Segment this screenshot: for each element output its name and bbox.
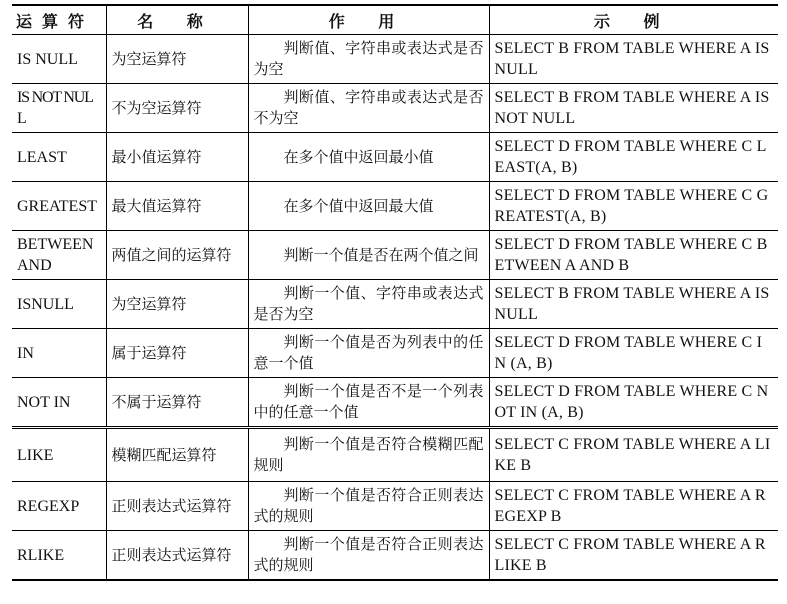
header-operator: 运算符 [12,5,106,35]
purpose-cell: 在多个值中返回最小值 [248,133,489,182]
name-cell: 两值之间的运算符 [106,231,248,280]
operator-cell: IS NOT NULL [12,84,106,133]
operator-cell: ISNULL [12,280,106,329]
name-cell: 正则表达式运算符 [106,531,248,581]
operator-cell: GREATEST [12,182,106,231]
operator-cell: LIKE [12,428,106,482]
example-cell: SELECT D FROM TABLE WHERE C NOT IN (A, B) [489,378,778,428]
operator-cell: REGEXP [12,482,106,531]
purpose-cell: 判断一个值、字符串或表达式是否为空 [248,280,489,329]
operator-cell: LEAST [12,133,106,182]
example-cell: SELECT C FROM TABLE WHERE A RLIKE B [489,531,778,581]
header-name: 名 称 [106,5,248,35]
name-cell: 为空运算符 [106,35,248,84]
purpose-cell: 在多个值中返回最大值 [248,182,489,231]
header-example: 示 例 [489,5,778,35]
purpose-cell: 判断值、字符串或表达式是否为空 [248,35,489,84]
operator-cell: NOT IN [12,378,106,428]
purpose-cell: 判断一个值是否在两个值之间 [248,231,489,280]
purpose-cell: 判断一个值是否符合模糊匹配规则 [248,428,489,482]
table-row [12,280,778,329]
purpose-cell: 判断一个值是否符合正则表达式的规则 [248,531,489,581]
purpose-cell: 判断一个值是否为列表中的任意一个值 [248,329,489,378]
purpose-cell: 判断一个值是否符合正则表达式的规则 [248,482,489,531]
table-header-row [12,5,778,35]
table-row [12,531,778,581]
table-row [12,35,778,84]
table-row [12,84,778,133]
name-cell: 最小值运算符 [106,133,248,182]
name-cell: 为空运算符 [106,280,248,329]
example-cell: SELECT B FROM TABLE WHERE A IS NOT NULL [489,84,778,133]
operator-table [12,4,778,581]
table-row [12,133,778,182]
table-row [12,329,778,378]
operator-cell: IS NULL [12,35,106,84]
operator-cell: RLIKE [12,531,106,581]
table-row [12,182,778,231]
name-cell: 不属于运算符 [106,378,248,428]
example-cell: SELECT C FROM TABLE WHERE A REGEXP B [489,482,778,531]
table-row [12,231,778,280]
example-cell: SELECT D FROM TABLE WHERE C IN (A, B) [489,329,778,378]
table-row [12,378,778,428]
purpose-cell: 判断值、字符串或表达式是否不为空 [248,84,489,133]
name-cell: 属于运算符 [106,329,248,378]
table-row [12,482,778,531]
name-cell: 正则表达式运算符 [106,482,248,531]
example-cell: SELECT D FROM TABLE WHERE C GREATEST(A, B) [489,182,778,231]
example-cell: SELECT D FROM TABLE WHERE C BETWEEN A AND B [489,231,778,280]
name-cell: 模糊匹配运算符 [106,428,248,482]
example-cell: SELECT C FROM TABLE WHERE A LIKE B [489,428,778,482]
table-row [12,428,778,482]
example-cell: SELECT B FROM TABLE WHERE A ISNULL [489,280,778,329]
header-purpose: 作 用 [248,5,489,35]
purpose-cell: 判断一个值是否不是一个列表中的任意一个值 [248,378,489,428]
name-cell: 不为空运算符 [106,84,248,133]
example-cell: SELECT B FROM TABLE WHERE A IS NULL [489,35,778,84]
operator-cell: BETWEEN AND [12,231,106,280]
name-cell: 最大值运算符 [106,182,248,231]
operator-cell: IN [12,329,106,378]
example-cell: SELECT D FROM TABLE WHERE C LEAST(A, B) [489,133,778,182]
